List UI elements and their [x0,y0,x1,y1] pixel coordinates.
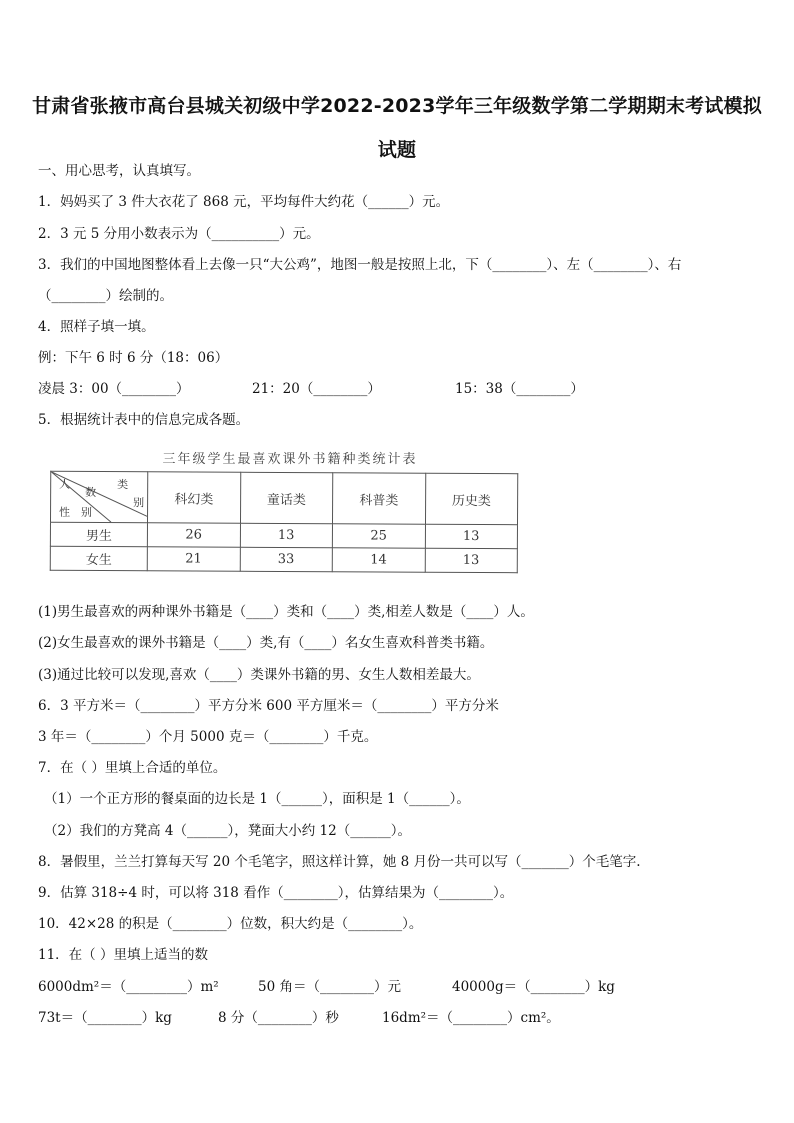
corner-label: 类 [117,478,129,492]
table-cell: 25 [332,524,425,548]
table-title: 三年级学生最喜欢课外书籍种类统计表 [162,452,418,467]
question-5: 5．根据统计表中的信息完成各题。 [38,412,250,428]
question-11: 11．在（ ）里填上适当的数 [38,947,208,963]
table-cell: 13 [425,548,518,572]
table-corner-cell [50,471,147,523]
row-label: 女生 [50,546,147,571]
table-cell: 26 [147,523,240,547]
question-11-item: 73t＝（________）kg [38,1010,172,1026]
question-3-cont: （________）绘制的。 [38,288,173,304]
corner-label: 别 [81,505,93,519]
question-4: 4．照样子填一填。 [38,319,155,335]
question-10: 10．42×28 的积是（________）位数，积大约是（________）。 [38,916,423,932]
corner-label: 性 [59,505,71,519]
question-7-sub1: （1）一个正方形的餐桌面的边长是 1（______），面积是 1（______）。 [44,791,470,807]
corner-label: 数 [85,485,97,500]
column-header: 童话类 [240,472,333,523]
row-label: 男生 [50,522,147,547]
question-4-item: 凌晨 3：00（________） [38,381,190,397]
corner-label: 别 [133,496,145,510]
question-6: 6．3 平方米＝（________）平方分米 600 平方厘米＝（________）平方分米 [38,698,499,714]
table-cell: 13 [240,523,333,547]
question-5-sub2: (2)女生最喜欢的课外书籍是（____）类,有（____）名女生喜欢科普类书籍。 [38,635,494,651]
question-7-sub2: （2）我们的方凳高 4（______），凳面大小约 12（______）。 [44,823,411,839]
question-4-example: 例：下午 6 时 6 分（18：06） [38,350,229,366]
corner-label: 人 [59,477,71,491]
column-header: 科普类 [332,473,425,524]
question-11-item: 6000dm²＝（_________）m² [38,979,219,995]
table-cell: 14 [332,548,425,572]
question-4-item: 15：38（________） [455,381,584,397]
table-cell: 21 [147,547,240,571]
statistics-table [50,471,519,573]
question-4-item: 21：20（________） [252,381,381,397]
question-8: 8．暑假里，兰兰打算每天写 20 个毛笔字，照这样计算，她 8 月份一共可以写（_______）个毛笔字. [38,854,641,870]
question-6-cont: 3 年＝（________）个月 5000 克＝（________）千克。 [38,729,378,745]
question-11-item: 40000g＝（________）kg [452,979,615,995]
question-11-item: 8 分（________）秒 [218,1010,339,1026]
column-header: 历史类 [425,473,518,524]
question-5-sub3: (3)通过比较可以发现,喜欢（____）类课外书籍的男、女生人数相差最大。 [38,667,480,683]
table-cell: 13 [425,524,518,548]
table-row [50,522,517,548]
question-5-sub1: (1)男生最喜欢的两种课外书籍是（____）类和（____）类,相差人数是（____）人。 [38,604,534,620]
table-cell: 33 [240,547,333,571]
question-11-item: 50 角＝（________）元 [258,979,401,995]
page-title: 甘肃省张掖市高台县城关初级中学2022-2023学年三年级数学第二学期期末考试模拟试题 [32,95,762,161]
table-row [50,546,517,572]
section-heading: 一、用心思考，认真填写。 [38,163,200,179]
question-2: 2．3 元 5 分用小数表示为（__________）元。 [38,226,320,242]
question-3: 3．我们的中国地图整体看上去像一只“大公鸡”，地图一般是按照上北，下（________）、左（________）、右 [38,257,682,273]
question-7: 7．在（ ）里填上合适的单位。 [38,760,227,776]
question-1: 1．妈妈买了 3 件大衣花了 868 元，平均每件大约花（______）元。 [38,194,450,210]
question-9: 9．估算 318÷4 时，可以将 318 看作（________），估算结果为（________）。 [38,885,514,901]
column-header: 科幻类 [147,472,240,523]
question-11-item: 16dm²＝（________）cm²。 [382,1010,560,1026]
